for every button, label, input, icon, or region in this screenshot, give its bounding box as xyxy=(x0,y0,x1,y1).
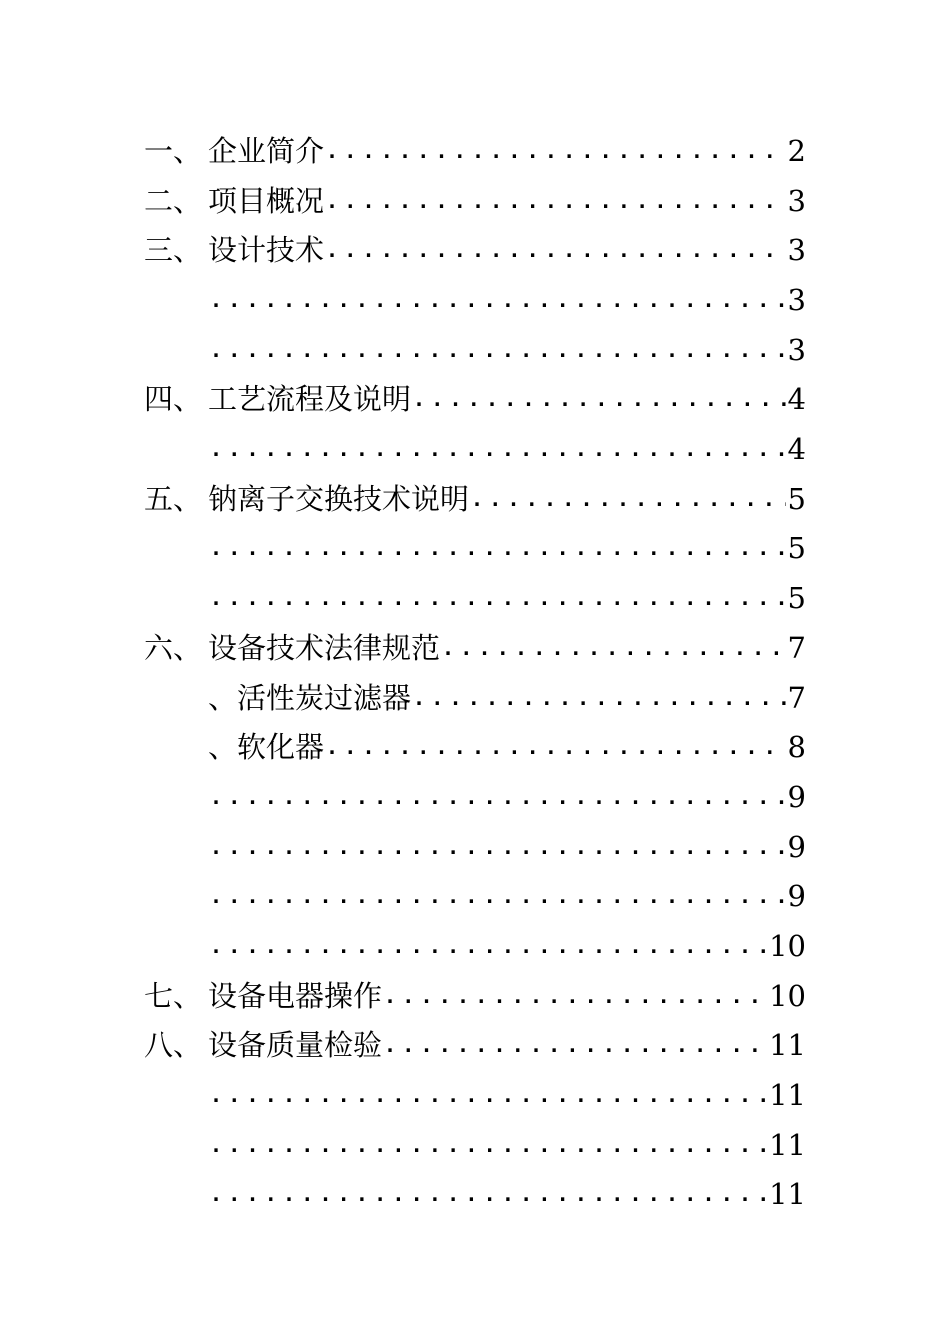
toc-entry[interactable] xyxy=(144,475,806,525)
toc-entry[interactable] xyxy=(144,823,806,873)
toc-entry-title: 、活性炭过滤器 xyxy=(208,680,412,715)
toc-entry-title: 工艺流程及说明 xyxy=(208,382,412,417)
toc-entry-page-number: 3 xyxy=(787,283,806,318)
toc-dot-leader xyxy=(382,972,767,1022)
toc-dot-leader xyxy=(208,524,786,574)
toc-entry-page-number: 7 xyxy=(787,630,806,665)
toc-entry-title: 项目概况 xyxy=(208,183,325,218)
toc-entry[interactable] xyxy=(144,574,806,624)
toc-entry-title: 设计技术 xyxy=(208,233,325,268)
toc-entry-page-number: 10 xyxy=(769,978,806,1013)
toc-entry-page-number: 7 xyxy=(787,680,806,715)
toc-entry-page-number: 11 xyxy=(769,1177,806,1212)
toc-entry[interactable] xyxy=(144,674,806,724)
toc-dot-leader xyxy=(440,624,786,674)
toc-entry[interactable] xyxy=(144,773,806,823)
toc-entry[interactable] xyxy=(144,127,806,177)
toc-dot-leader xyxy=(324,127,786,177)
toc-entry-number: 三、 xyxy=(144,233,203,268)
toc-dot-leader xyxy=(324,177,786,227)
toc-entry[interactable] xyxy=(144,1021,806,1071)
toc-entry[interactable] xyxy=(144,1170,806,1220)
toc-entry-page-number: 4 xyxy=(787,382,806,417)
toc-entry-page-number: 5 xyxy=(787,581,806,616)
toc-entry[interactable] xyxy=(144,1071,806,1121)
toc-entry-page-number: 3 xyxy=(787,183,806,218)
toc-entry-number: 四、 xyxy=(144,382,203,417)
toc-entry-number: 六、 xyxy=(144,630,203,665)
toc-entry-title: 设备技术法律规范 xyxy=(208,630,441,665)
toc-entry-title: 设备质量检验 xyxy=(208,1028,383,1063)
toc-dot-leader xyxy=(324,226,786,276)
toc-entry[interactable] xyxy=(144,525,806,575)
toc-entry[interactable] xyxy=(144,1121,806,1171)
toc-entry[interactable] xyxy=(144,226,806,276)
toc-entry-page-number: 2 xyxy=(787,133,806,168)
toc-entry-page-number: 9 xyxy=(787,829,806,864)
toc-entry-page-number: 3 xyxy=(787,233,806,268)
toc-entry-number: 一、 xyxy=(144,133,203,168)
toc-entry[interactable] xyxy=(144,375,806,425)
table-of-contents xyxy=(144,127,806,1220)
toc-dot-leader xyxy=(208,1170,767,1220)
toc-entry-page-number: 9 xyxy=(787,879,806,914)
toc-dot-leader xyxy=(208,1071,767,1121)
toc-dot-leader xyxy=(208,425,786,475)
toc-entry[interactable] xyxy=(144,922,806,972)
toc-entry[interactable] xyxy=(144,326,806,376)
toc-dot-leader xyxy=(469,475,786,525)
toc-entry-number: 八、 xyxy=(144,1028,203,1063)
toc-entry-page-number: 8 xyxy=(787,730,806,765)
toc-entry-page-number: 11 xyxy=(769,1078,806,1113)
toc-entry-page-number: 11 xyxy=(769,1028,806,1063)
toc-dot-leader xyxy=(208,574,786,624)
toc-entry[interactable] xyxy=(144,425,806,475)
toc-dot-leader xyxy=(208,326,786,376)
toc-dot-leader xyxy=(382,1021,767,1071)
toc-entry-title: 设备电器操作 xyxy=(208,978,383,1013)
toc-dot-leader xyxy=(324,723,786,773)
toc-entry-page-number: 11 xyxy=(769,1127,806,1162)
toc-dot-leader xyxy=(208,773,786,823)
toc-entry-page-number: 9 xyxy=(787,779,806,814)
toc-entry[interactable] xyxy=(144,177,806,227)
toc-entry-title: 钠离子交换技术说明 xyxy=(208,481,470,516)
toc-entry-page-number: 10 xyxy=(769,928,806,963)
toc-entry[interactable] xyxy=(144,276,806,326)
toc-dot-leader xyxy=(208,1121,767,1171)
toc-dot-leader xyxy=(208,922,767,972)
toc-entry[interactable] xyxy=(144,624,806,674)
toc-dot-leader xyxy=(208,276,786,326)
toc-dot-leader xyxy=(208,823,786,873)
toc-entry[interactable] xyxy=(144,972,806,1022)
toc-entry-title: 、软化器 xyxy=(208,730,325,765)
toc-entry-number: 七、 xyxy=(144,978,203,1013)
toc-entry[interactable] xyxy=(144,723,806,773)
toc-dot-leader xyxy=(208,872,786,922)
toc-entry-number: 五、 xyxy=(144,481,203,516)
toc-dot-leader xyxy=(411,674,786,724)
toc-entry-page-number: 4 xyxy=(787,432,806,467)
toc-entry-page-number: 5 xyxy=(787,481,806,516)
toc-dot-leader xyxy=(411,375,786,425)
toc-entry-page-number: 5 xyxy=(787,531,806,566)
toc-entry-number: 二、 xyxy=(144,183,203,218)
toc-entry[interactable] xyxy=(144,872,806,922)
toc-entry-title: 企业简介 xyxy=(208,133,325,168)
toc-entry-page-number: 3 xyxy=(787,332,806,367)
